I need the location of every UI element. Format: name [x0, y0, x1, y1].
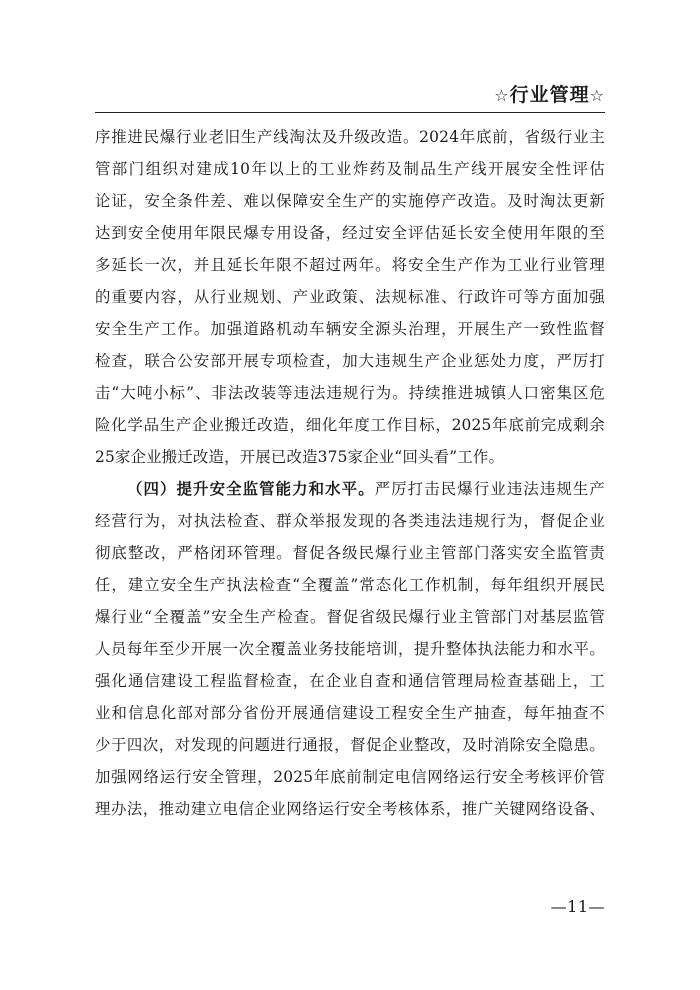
- text-line: 强化通信建设工程监督检查，在企业自查和通信管理局检查基础上，工: [95, 672, 605, 690]
- text-line: 25家企业搬迁改造，开展已改造375家企业“回头看”工作。: [95, 448, 505, 466]
- body-text: [95, 121, 605, 825]
- star-right-icon: ☆: [589, 86, 605, 105]
- text-line: 业和信息化部对部分省份开展通信建设工程安全生产抽查，每年抽查不: [95, 704, 605, 722]
- text-line: 达到安全使用年限民爆专用设备，经过安全评估延长安全使用年限的至: [95, 224, 605, 242]
- text-line: 理办法，推动建立电信企业网络运行安全考核体系，推广关键网络设备、: [95, 800, 605, 818]
- text-line: 检查，联合公安部开展专项检查，加大违规生产企业惩处力度，严厉打: [95, 352, 605, 370]
- section-heading: （四）提升安全监管能力和水平。: [127, 480, 375, 498]
- paragraph-2: [95, 473, 605, 825]
- page-header: [95, 78, 605, 113]
- text-line: 多延长一次，并且延长年限不超过两年。将安全生产作为工业行业管理: [95, 256, 605, 274]
- text-line: [95, 473, 605, 505]
- text-line: 安全生产工作。加强道路机动车辆安全源头治理，开展生产一致性监督: [95, 320, 605, 338]
- text-line: 击“大吨小标”、非法改装等违法违规行为。持续推进城镇人口密集区危: [95, 384, 605, 402]
- text-line: 任，建立安全生产执法检查“全覆盖”常态化工作机制，每年组织开展民: [95, 576, 605, 594]
- section-title: [494, 80, 605, 107]
- text-line: 爆行业“全覆盖”安全生产检查。督促省级民爆行业主管部门对基层监管: [95, 608, 605, 626]
- text-line: 人员每年至少开展一次全覆盖业务技能培训，提升整体执法能力和水平。: [95, 640, 605, 658]
- paragraph-1: [95, 121, 605, 473]
- text-line: 加强网络运行安全管理，2025年底前制定电信网络运行安全考核评价管: [95, 768, 605, 786]
- text-line: 彻底整改，严格闭环管理。督促各级民爆行业主管部门落实安全监管责: [95, 544, 605, 562]
- text-line: 的重要内容，从行业规划、产业政策、法规标准、行政许可等方面加强: [95, 288, 605, 306]
- text-line: 管部门组织对建成10年以上的工业炸药及制品生产线开展安全性评估: [95, 160, 605, 178]
- text-span: 严厉打击民爆行业违法违规生产: [374, 480, 605, 498]
- star-left-icon: ☆: [494, 86, 510, 105]
- text-line: 少于四次，对发现的问题进行通报，督促企业整改，及时消除安全隐患。: [95, 736, 605, 754]
- text-line: 经营行为，对执法检查、群众举报发现的各类违法违规行为，督促企业: [95, 512, 605, 530]
- text-line: 险化学品生产企业搬迁改造，细化年度工作目标，2025年底前完成剩余: [95, 416, 605, 434]
- page-number: —11—: [550, 897, 605, 916]
- text-line: 序推进民爆行业老旧生产线淘汰及升级改造。2024年底前，省级行业主: [95, 128, 605, 146]
- section-title-text: 行业管理: [509, 84, 590, 106]
- text-line: 论证，安全条件差、难以保障安全生产的实施停产改造。及时淘汰更新: [95, 192, 605, 210]
